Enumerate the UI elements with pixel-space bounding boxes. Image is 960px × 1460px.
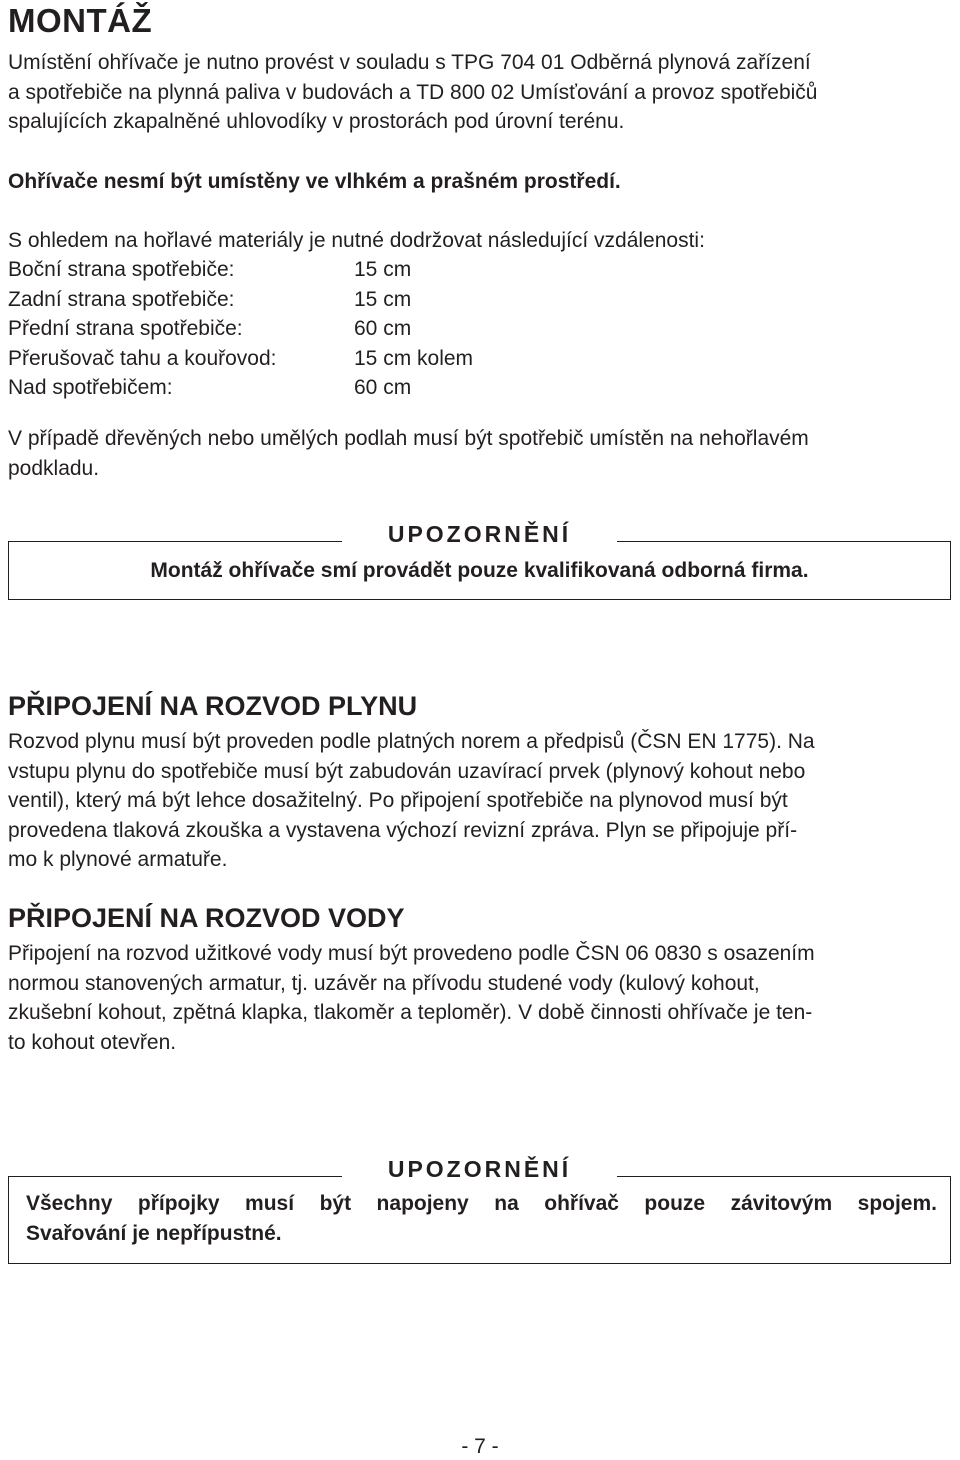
page-number: - 7 -: [461, 1435, 499, 1458]
notice-title-row: [8, 519, 951, 549]
montaz-intro-paragraph: [8, 48, 952, 137]
distance-label: Zadní strana spotřebiče:: [8, 287, 235, 311]
distances-intro: S ohledem na hořlavé materiály je nutné dodržovat následující vzdálenosti:: [8, 229, 705, 252]
distance-label: Nad spotřebičem:: [8, 376, 173, 399]
floor-note-paragraph: [8, 424, 952, 483]
text-line: Připojení na rozvod užitkové vody musí být provedeno podle ČSN 06 0830 s osazením: [8, 942, 815, 965]
text-line: a spotřebiče na plynná paliva v budovách a TD 800 02 Umísťování a provoz spotřebičů: [8, 80, 818, 104]
distance-row: [8, 373, 473, 403]
distance-row: [8, 344, 473, 374]
text-line: provedena tlaková zkouška a vystavena výchozí revizní zpráva. Plyn se připojuje pří-: [8, 818, 798, 842]
distances-table: [8, 255, 473, 403]
distance-row: [8, 285, 473, 315]
distance-value: 60 cm: [354, 317, 412, 340]
text-line: zkušební kohout, zpětná klapka, tlakoměr a teploměr). V době činnosti ohřívače je ten-: [8, 1001, 813, 1024]
water-paragraph: [8, 939, 952, 1057]
distance-label: Přední strana spotřebiče:: [8, 317, 243, 340]
notice-box-threaded-joints: [8, 1154, 951, 1264]
section-heading-gas: PŘIPOJENÍ NA ROZVOD PLYNU: [8, 691, 418, 721]
notice-title: UPOZORNĚNÍ: [342, 521, 617, 547]
distance-value: 15 cm: [354, 258, 412, 281]
text-line: Svařování je nepřípustné.: [26, 1221, 282, 1245]
section-heading-water: PŘIPOJENÍ NA ROZVOD VODY: [8, 903, 405, 933]
distance-value: 60 cm: [354, 376, 412, 399]
text-line: spalujících zkapalněné uhlovodíky v prostorách pod úrovní terénu.: [8, 110, 625, 133]
text-line: podkladu.: [8, 456, 100, 480]
distance-label: Přerušovač tahu a kouřovod:: [8, 346, 277, 370]
distance-value: 15 cm kolem: [354, 346, 474, 370]
text-line: vstupu plynu do spotřebiče musí být zabudován uzavírací prvek (plynový kohout nebo: [8, 759, 806, 783]
distance-row: [8, 255, 473, 285]
notice-title-row: [8, 1154, 951, 1184]
environment-warning: Ohřívače nesmí být umístěny ve vlhkém a prašném prostředí.: [8, 170, 621, 193]
text-line: V případě dřevěných nebo umělých podlah musí být spotřebič umístěn na nehořlavém: [8, 427, 809, 450]
text-line: normou stanovených armatur, tj. uzávěr na přívodu studené vody (kulový kohout,: [8, 971, 760, 995]
notice-box-qualified-installer: [8, 519, 951, 600]
notice-text: [26, 1189, 937, 1248]
section-heading-montaz: MONTÁŽ: [8, 2, 153, 39]
notice-text: Montáž ohřívače smí provádět pouze kvalifikovaná odborná firma.: [150, 559, 809, 582]
text-line: mo k plynové armatuře.: [8, 848, 228, 871]
distance-row: [8, 314, 473, 344]
text-line: to kohout otevřen.: [8, 1030, 177, 1054]
text-line: Rozvod plynu musí být proveden podle platných norem a předpisů (ČSN EN 1775). Na: [8, 730, 815, 753]
text-line: ventil), který má být lehce dosažitelný. Po připojení spotřebiče na plynovod musí být: [8, 789, 788, 812]
text-line: Umístění ohřívače je nutno provést v souladu s TPG 704 01 Odběrná plynová zařízení: [8, 51, 811, 74]
distance-label: Boční strana spotřebiče:: [8, 258, 235, 281]
distance-value: 15 cm: [354, 287, 412, 311]
notice-title: UPOZORNĚNÍ: [342, 1156, 617, 1182]
gas-paragraph: [8, 727, 952, 875]
text-line: Všechny přípojky musí být napojeny na ohřívač pouze závitovým spojem.: [26, 1192, 937, 1215]
